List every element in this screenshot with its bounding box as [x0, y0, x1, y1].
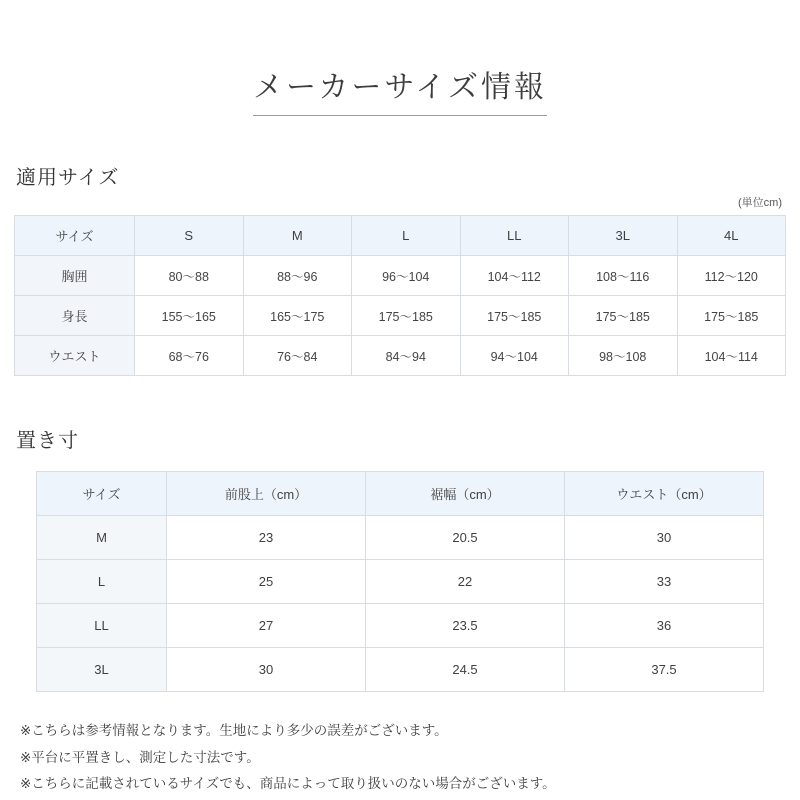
column-header: L: [352, 216, 461, 256]
table-row: [15, 256, 786, 296]
row-header: 3L: [37, 648, 167, 692]
row-header: ウエスト: [15, 336, 135, 376]
table-row: [37, 560, 764, 604]
table-cell: 24.5: [366, 648, 565, 692]
table-cell: 30: [565, 516, 764, 560]
footnote-line: ※こちらは参考情報となります。生地により多少の誤差がございます。: [20, 723, 448, 739]
table-cell: 20.5: [366, 516, 565, 560]
column-header: 3L: [569, 216, 678, 256]
table-cell: 98〜108: [569, 336, 678, 376]
row-header: M: [37, 516, 167, 560]
column-header: S: [135, 216, 244, 256]
footnote-line: ※平台に平置きし、測定した寸法です。: [20, 749, 260, 765]
table-cell: 23: [167, 516, 366, 560]
section-heading-flat-measurement: 置き寸: [16, 430, 79, 453]
row-header: LL: [37, 604, 167, 648]
applied-size-table: [14, 215, 786, 376]
table-cell: 25: [167, 560, 366, 604]
column-header: ウエスト（cm）: [565, 472, 764, 516]
table-header-row: [37, 472, 764, 516]
table-cell: 68〜76: [135, 336, 244, 376]
column-header: LL: [460, 216, 569, 256]
row-header: 胸囲: [15, 256, 135, 296]
section-heading-applied-size: 適用サイズ: [16, 167, 120, 190]
table-cell: 175〜185: [677, 296, 786, 336]
table-cell: 88〜96: [243, 256, 352, 296]
column-header: サイズ: [37, 472, 167, 516]
table-row: [15, 296, 786, 336]
column-header: 4L: [677, 216, 786, 256]
table-row: [37, 516, 764, 560]
table-row: [15, 336, 786, 376]
page-title: メーカーサイズ情報: [253, 62, 547, 116]
table-cell: 155〜165: [135, 296, 244, 336]
table-cell: 104〜114: [677, 336, 786, 376]
unit-note: (単位cm): [738, 197, 782, 210]
table-cell: 175〜185: [460, 296, 569, 336]
table-row: [37, 648, 764, 692]
table-cell: 27: [167, 604, 366, 648]
table-row: [37, 604, 764, 648]
table-cell: 33: [565, 560, 764, 604]
table-cell: 108〜116: [569, 256, 678, 296]
table-cell: 36: [565, 604, 764, 648]
flat-measurement-table: [36, 471, 764, 692]
row-header: 身長: [15, 296, 135, 336]
table-header-row: [15, 216, 786, 256]
table-cell: 112〜120: [677, 256, 786, 296]
table-cell: 37.5: [565, 648, 764, 692]
table-cell: 22: [366, 560, 565, 604]
table-cell: 104〜112: [460, 256, 569, 296]
footnotes: [20, 718, 786, 797]
table-cell: 175〜185: [352, 296, 461, 336]
flat-measurement-table-container: [14, 471, 786, 692]
main-title-container: [14, 0, 786, 136]
table-cell: 76〜84: [243, 336, 352, 376]
table-cell: 84〜94: [352, 336, 461, 376]
footnote-line: ※こちらに記載されているサイズでも、商品によって取り扱いのない場合がございます。: [20, 775, 556, 791]
column-header: サイズ: [15, 216, 135, 256]
table-cell: 165〜175: [243, 296, 352, 336]
table-cell: 80〜88: [135, 256, 244, 296]
row-header: L: [37, 560, 167, 604]
column-header: 裾幅（cm）: [366, 472, 565, 516]
table-cell: 94〜104: [460, 336, 569, 376]
table-cell: 23.5: [366, 604, 565, 648]
table-cell: 175〜185: [569, 296, 678, 336]
column-header: M: [243, 216, 352, 256]
column-header: 前股上（cm）: [167, 472, 366, 516]
table-cell: 96〜104: [352, 256, 461, 296]
table-cell: 30: [167, 648, 366, 692]
